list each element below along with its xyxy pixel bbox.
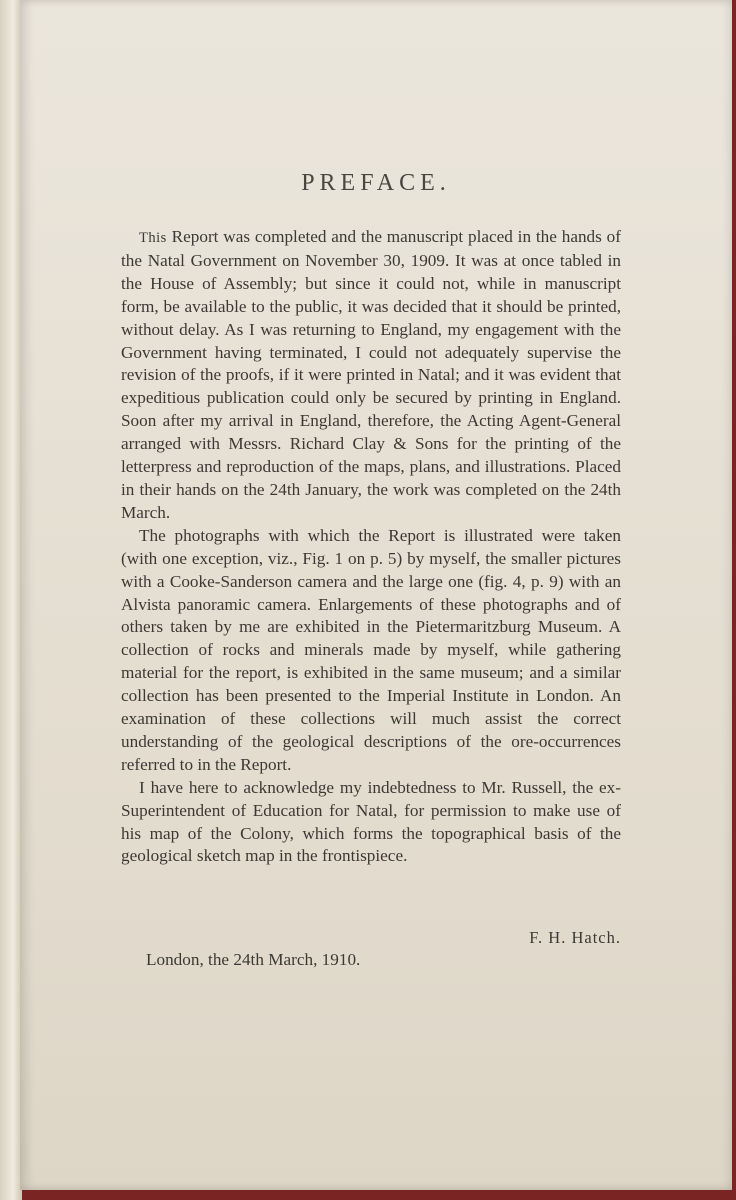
place-and-date: London, the 24th March, 1910. xyxy=(146,950,361,969)
paragraph-1-first-word: This xyxy=(139,230,167,246)
book-page xyxy=(20,0,732,1190)
paragraph-2: The photographs with which the Report is illustrated were taken (with one exception, viz., Fig. 1 on p. 5) by myself, the smaller pictures with a Cooke-Sanderson camera and the large one (fig. 4, p. 9) with an Alvista panoramic camera. Enlargements of these photographs and of others taken by me are exhibited in the Pietermaritzburg Museum. A collection of rocks and minerals made by myself, while gathering material for the report, is exhibited in the same museum; and a similar collection has been presented to the Imperial Institute in London. An examination of these collections will much assist the correct understanding of the geological descriptions of the ore-occurrences referred to in the Report. xyxy=(121,525,621,774)
paragraph-1-text: Report was completed and the manuscript placed in the hands of the Natal Government on November 30, 1909. It was at once tabled in the House of Assembly; but since it could not, while in manuscript form, be available to the public, it was decided that it should be printed, without delay. As I was returning to England, my engagement with the Government having terminated, I could not adequately supervise the revision of the proofs, if it were printed in Natal; and it was evident that expeditious publication could only be secured by printing in England. Soon after my arrival in England, therefore, the Acting Agent-General arranged with Messrs. Richard Clay & Sons for the printing of the letterpress and reproduction of the maps, plans, and illustrations. Placed in their hands on the 24th January, the work was completed on the 24th March. xyxy=(121,227,621,522)
paragraph-1 xyxy=(121,226,621,525)
page-title: PREFACE. xyxy=(301,170,451,196)
author-signature: F. H. Hatch. xyxy=(529,928,621,947)
paragraph-3: I have here to acknowledge my indebtedness to Mr. Russell, the ex-Superintendent of Education for Natal, for permission to make use of his map of the Colony, which forms the topographical basis of the geological sketch map in the frontispiece. xyxy=(121,777,621,866)
book-spine-edge xyxy=(0,0,22,1200)
preface-body xyxy=(121,226,621,868)
